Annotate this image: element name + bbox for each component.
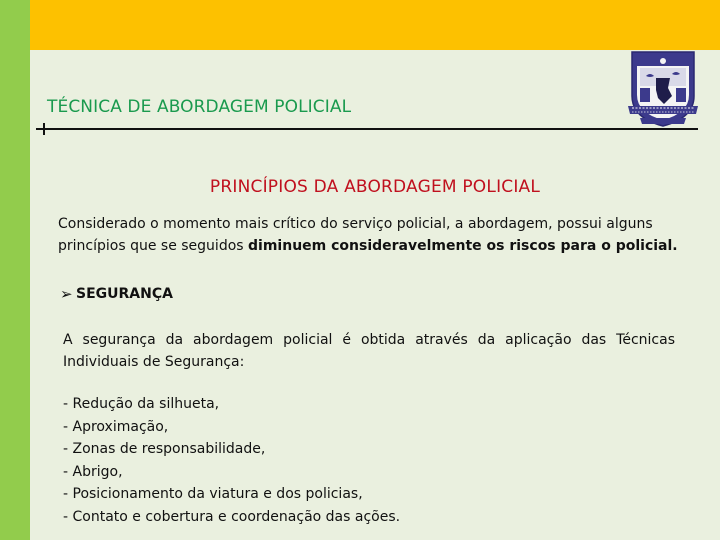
left-accent-stripe — [0, 0, 30, 540]
section-title: PRINCÍPIOS DA ABORDAGEM POLICIAL — [209, 177, 541, 197]
technique-list — [63, 393, 683, 528]
bullet-heading — [60, 285, 173, 303]
top-header-band — [30, 0, 720, 50]
list-item: - Posicionamento da viatura e dos policias, — [63, 486, 363, 502]
bullet-heading-label: SEGURANÇA — [76, 286, 173, 302]
body-paragraph: A segurança da abordagem policial é obtida através da aplicação das Técnicas Individuais de Segurança: — [63, 332, 675, 370]
intro-paragraph — [58, 213, 698, 257]
list-item: - Abrigo, — [63, 463, 123, 480]
slide-header-title: TÉCNICA DE ABORDAGEM POLICIAL — [47, 97, 352, 117]
header-divider-line — [36, 128, 698, 130]
list-item: - Aproximação, — [63, 418, 169, 435]
intro-text: Considerado o momento mais crítico do serviço policial, a abordagem, possui alguns princípios que se seguidos — [58, 216, 653, 254]
list-item: - Contato e cobertura e coordenação das ações. — [63, 508, 401, 525]
list-item: - Zonas de responsabilidade, — [63, 441, 266, 457]
police-coat-of-arms-icon — [626, 48, 700, 130]
intro-emphasis: diminuem consideravelmente os riscos para o policial. — [248, 238, 678, 254]
arrow-bullet-icon: ➢ — [60, 285, 73, 303]
list-item: - Redução da silhueta, — [63, 396, 220, 412]
